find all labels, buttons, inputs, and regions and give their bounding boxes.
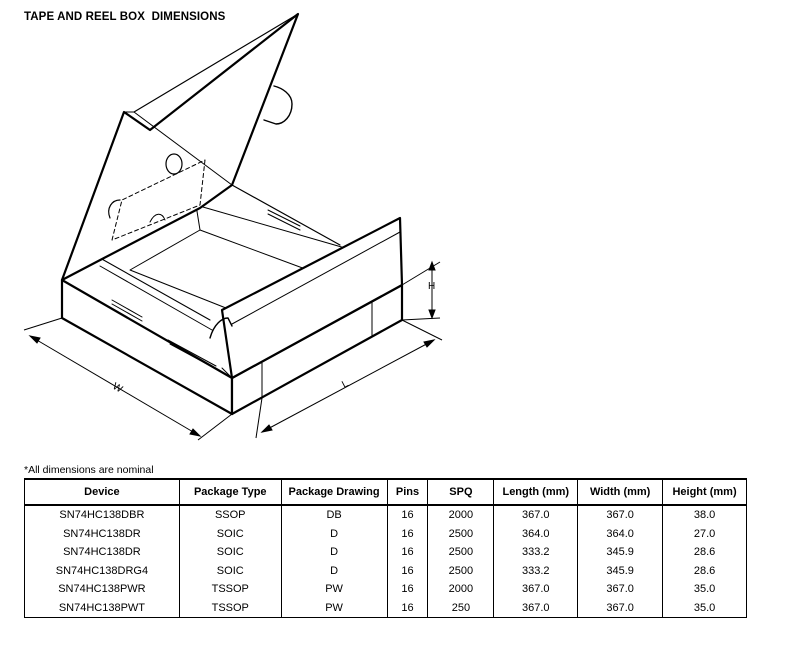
table-row	[25, 505, 747, 525]
cell-height: 28.6	[663, 543, 747, 562]
page-title: TAPE AND REEL BOX DIMENSIONS	[24, 11, 226, 23]
cell-package-type: TSSOP	[179, 599, 281, 618]
cell-pins: 16	[387, 525, 428, 544]
col-header-package-type: Package Type	[179, 479, 281, 505]
cell-package-drawing: D	[281, 562, 387, 581]
cell-length: 364.0	[494, 525, 578, 544]
cell-pins: 16	[387, 562, 428, 581]
cell-length: 333.2	[494, 562, 578, 581]
cell-width: 345.9	[578, 543, 663, 562]
cell-package-drawing: D	[281, 543, 387, 562]
cell-height: 35.0	[663, 599, 747, 618]
cell-length: 367.0	[494, 599, 578, 618]
cell-pins: 16	[387, 599, 428, 618]
table-row	[25, 599, 747, 618]
cell-length: 333.2	[494, 543, 578, 562]
cell-package-drawing: PW	[281, 580, 387, 599]
col-header-width: Width (mm)	[578, 479, 663, 505]
cell-device: SN74HC138DRG4	[25, 562, 180, 581]
cell-device: SN74HC138DR	[25, 525, 180, 544]
cell-height: 35.0	[663, 580, 747, 599]
cell-length: 367.0	[494, 580, 578, 599]
col-header-spq: SPQ	[428, 479, 494, 505]
cell-length: 367.0	[494, 505, 578, 525]
cell-spq: 2500	[428, 525, 494, 544]
nominal-note: *All dimensions are nominal	[24, 464, 154, 476]
width-label: W	[110, 381, 125, 396]
table-row	[25, 580, 747, 599]
cell-pins: 16	[387, 580, 428, 599]
cell-package-type: SOIC	[179, 543, 281, 562]
cell-package-type: SOIC	[179, 562, 281, 581]
cell-spq: 2000	[428, 505, 494, 525]
cell-pins: 16	[387, 543, 428, 562]
cell-spq: 2500	[428, 562, 494, 581]
cell-width: 364.0	[578, 525, 663, 544]
col-header-pins: Pins	[387, 479, 428, 505]
cell-spq: 2500	[428, 543, 494, 562]
box-lid	[62, 14, 298, 280]
cell-spq: 250	[428, 599, 494, 618]
col-header-height: Height (mm)	[663, 479, 747, 505]
cell-pins: 16	[387, 505, 428, 525]
cell-width: 367.0	[578, 599, 663, 618]
cell-width: 367.0	[578, 505, 663, 525]
dimensions-table	[24, 478, 747, 618]
cell-width: 345.9	[578, 562, 663, 581]
cell-package-drawing: DB	[281, 505, 387, 525]
col-header-package-drawing: Package Drawing	[281, 479, 387, 505]
cell-height: 27.0	[663, 525, 747, 544]
cell-package-drawing: D	[281, 525, 387, 544]
cell-package-type: SSOP	[179, 505, 281, 525]
length-label: L	[340, 378, 351, 391]
height-label: H	[428, 281, 436, 292]
table-row	[25, 543, 747, 562]
cell-device: SN74HC138DBR	[25, 505, 180, 525]
table-header-row	[25, 479, 747, 505]
cell-height: 28.6	[663, 562, 747, 581]
col-header-device: Device	[25, 479, 180, 505]
cell-device: SN74HC138PWT	[25, 599, 180, 618]
cell-package-type: SOIC	[179, 525, 281, 544]
cell-package-drawing: PW	[281, 599, 387, 618]
cell-device: SN74HC138PWR	[25, 580, 180, 599]
cell-device: SN74HC138DR	[25, 543, 180, 562]
cell-height: 38.0	[663, 505, 747, 525]
cell-package-type: TSSOP	[179, 580, 281, 599]
cell-width: 367.0	[578, 580, 663, 599]
table-row	[25, 562, 747, 581]
cell-spq: 2000	[428, 580, 494, 599]
col-header-length: Length (mm)	[494, 479, 578, 505]
table-row	[25, 525, 747, 544]
